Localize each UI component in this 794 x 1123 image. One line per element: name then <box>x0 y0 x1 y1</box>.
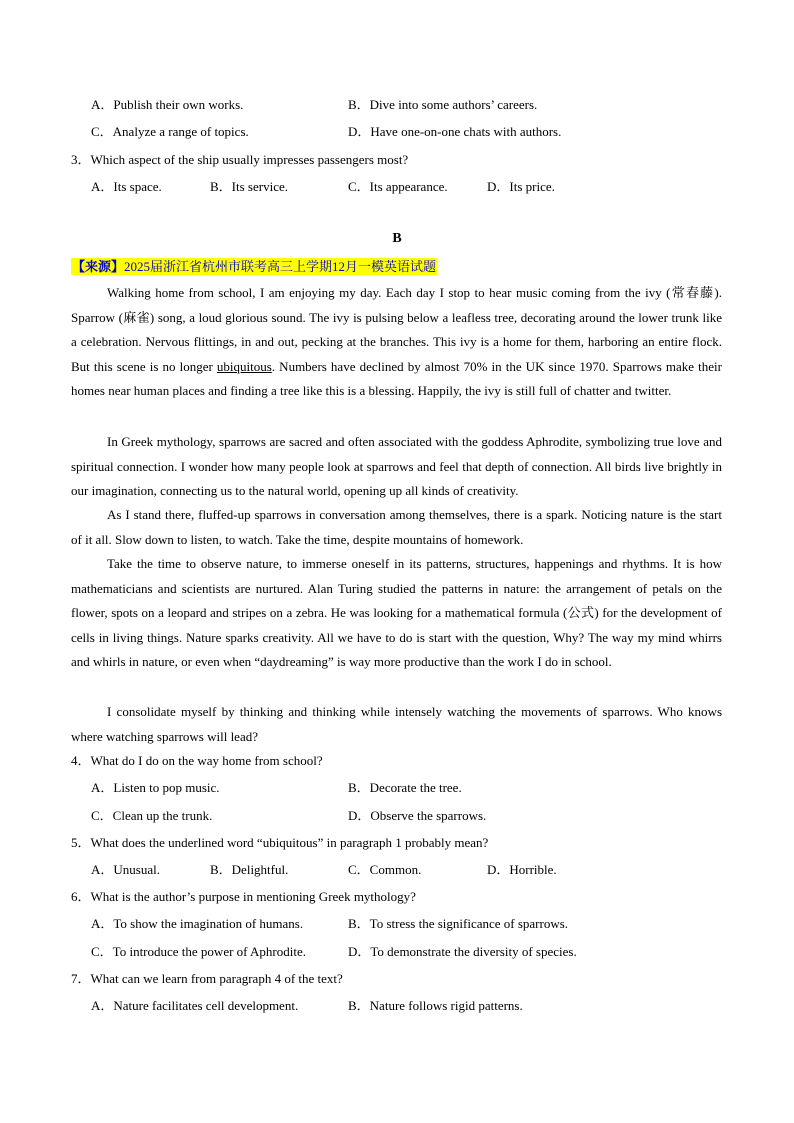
passage-paragraph-4: Take the time to observe nature, to immerse oneself in its patterns, structures, happenings and rhythms. It is how mathematicians and scientists are nurtured. Alan Turing studied the patterns in nature: the arrangement of petals on the flower, spots on a leopard and stripes on a zebra. He was looking for a mathematical formula (公式) for the development of cells in living things. Nature sparks creativity. All we have to do is start with the question, Why? The way my mind whirrs and whirls in nature, or even when “daydreaming” is way more productive than the work I do in school. <box>71 556 722 669</box>
source-tag: 【来源】 <box>72 259 125 274</box>
q2-option-b: B．Dive into some authors’ careers. <box>348 97 538 112</box>
q7-option-a: A．Nature facilitates cell development. <box>91 998 299 1013</box>
q6-option-b: B．To stress the significance of sparrows. <box>348 916 569 931</box>
q5-option-a: A．Unusual. <box>91 862 160 877</box>
q3-option-c: C．Its appearance. <box>348 179 448 194</box>
q6-option-a: A．To show the imagination of humans. <box>91 916 304 931</box>
underlined-word: ubiquitous <box>216 358 272 374</box>
q6-option-d: D．To demonstrate the diversity of species. <box>348 944 577 959</box>
passage-paragraph-3: As I stand there, fluffed-up sparrows in conversation among themselves, there is a spark. Noticing nature is the start of it all. Slow down to listen, to watch. Take the time, despite mountains of homework. <box>71 507 722 547</box>
section-b-heading: B <box>392 231 402 246</box>
source-line <box>71 258 437 275</box>
q5-option-c: C．Common. <box>348 862 422 877</box>
q2-option-c: C．Analyze a range of topics. <box>91 124 249 139</box>
q5-option-d: D．Horrible. <box>487 862 557 877</box>
q7-option-b: B．Nature follows rigid patterns. <box>348 998 523 1013</box>
q2-option-a: A．Publish their own works. <box>91 97 244 112</box>
q3-option-b: B．Its service. <box>210 179 288 194</box>
q4-option-a: A．Listen to pop music. <box>91 780 220 795</box>
q7-stem: 7．What can we learn from paragraph 4 of the text? <box>71 971 343 986</box>
q5-stem: 5．What does the underlined word “ubiquitous” in paragraph 1 probably mean? <box>71 835 489 850</box>
source-text: 2025届浙江省杭州市联考高三上学期12月一模英语试题 <box>124 259 437 274</box>
q3-option-a: A．Its space. <box>91 179 162 194</box>
q6-stem: 6．What is the author’s purpose in mentioning Greek mythology? <box>71 889 416 904</box>
p1-text-after: . Numbers have declined by almost 70% in the UK since 1970. Sparrows make their homes near human places and finding a tree like this is a blessing. Happily, the ivy is still full of chatter and twitter. <box>71 358 722 398</box>
q4-option-d: D．Observe the sparrows. <box>348 808 487 823</box>
passage-paragraph-2: In Greek mythology, sparrows are sacred and often associated with the goddess Aphrodite, symbolizing true love and spiritual connection. I wonder how many people look at sparrows and feel that depth of connection. All birds live brightly in our imagination, connecting us to the natural world, opening up all kinds of creativity. <box>71 434 722 498</box>
q3-stem: 3．Which aspect of the ship usually impresses passengers most? <box>71 152 409 167</box>
q4-option-b: B．Decorate the tree. <box>348 780 462 795</box>
p1-text-before: Walking home from school, I am enjoying my day. Each day I stop to hear music coming from the ivy (常春藤). Sparrow (麻雀) song, a loud glorious sound. The ivy is pulsing below a leafless tree, decorating around the lower trunk like a celebration. Nervous flittings, in and out, pecking at the branches. This ivy is a home for them, harboring an entire flock. But this scene is no longer <box>71 285 722 374</box>
q4-stem: 4．What do I do on the way home from school? <box>71 753 323 768</box>
passage-paragraph-5: I consolidate myself by thinking and thinking while intensely watching the movements of sparrows. Who knows where watching sparrows will lead? <box>71 704 722 744</box>
q4-option-c: C．Clean up the trunk. <box>91 808 213 823</box>
q2-option-d: D．Have one-on-one chats with authors. <box>348 124 562 139</box>
q5-option-b: B．Delightful. <box>210 862 289 877</box>
q3-option-d: D．Its price. <box>487 179 555 194</box>
q6-option-c: C．To introduce the power of Aphrodite. <box>91 944 306 959</box>
passage-paragraph-1 <box>71 281 722 404</box>
